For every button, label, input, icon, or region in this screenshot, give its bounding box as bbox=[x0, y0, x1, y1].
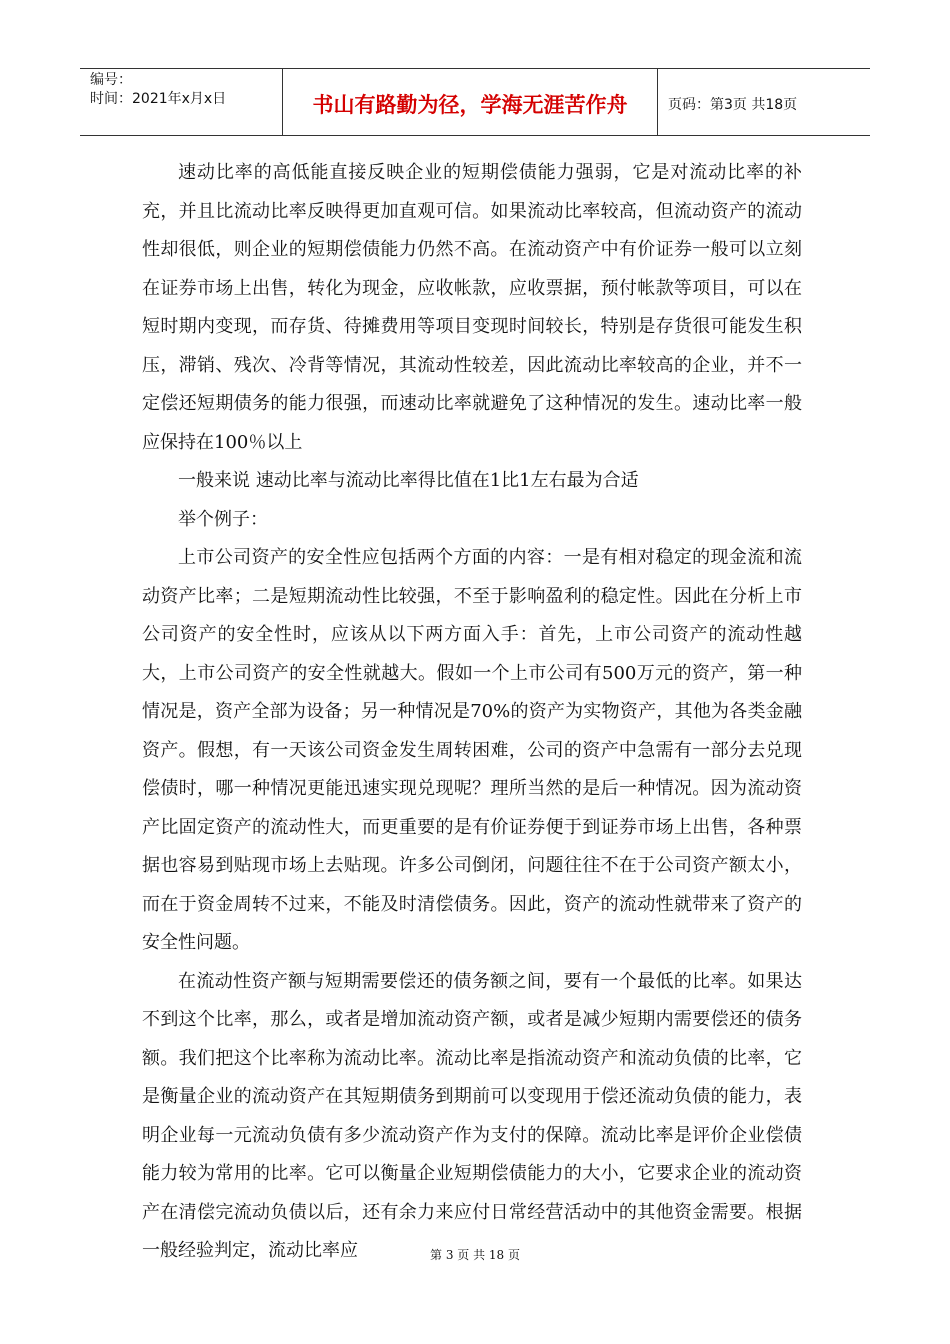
paragraph: 举个例子： bbox=[178, 508, 268, 530]
paragraph: 上市公司资产的安全性应包括两个方面的内容：一是有相对稳定的现金流和流动资产比率；二是短期流动性比较强，不至于影响盈利的稳定性。因此在分析上市公司资产的安全性时，应该从以下两方面入手：首先，上市公司资产的流动性越大，上市公司资产的安全性就越大。假如一个上市公司有500万元的资产，第一种情况是，资产全部为设备；另一种情况是70%的资产为实物资产，其他为各类金融资产。假想，有一天该公司资金发生周转困难，公司的资产中急需有一部分去兑现偿债时，哪一种情况更能迅速实现兑现呢？理所当然的是后一种情况。因为流动资产比固定资产的流动性大，而更重要的是有价证券便于到证券市场上出售，各种票据也容易到贴现市场上去贴现。许多公司倒闭，问题往往不在于公司资产额太小，而在于资金周转不过来，不能及时清偿债务。因此，资产的流动性就带来了资产的安全性问题。 bbox=[142, 547, 802, 953]
document-body bbox=[142, 154, 802, 1271]
time-label: 时间：2021年x月x日 bbox=[90, 91, 227, 107]
header-meta bbox=[80, 69, 283, 135]
page-footer: 第 3 页 共 18 页 bbox=[430, 1248, 520, 1262]
page-header bbox=[80, 68, 870, 136]
paragraph: 一般来说 速动比率与流动比率得比值在1比1左右最为合适 bbox=[178, 470, 639, 491]
header-motto: 书山有路勤为径，学海无涯苦作舟 bbox=[283, 69, 658, 135]
paragraph: 在流动性资产额与短期需要偿还的债务额之间，要有一个最低的比率。如果达不到这个比率，那么，或者是增加流动资产额，或者是减少短期内需要偿还的债务额。我们把这个比率称为流动比率。流动比率是指流动资产和流动负债的比率，它是衡量企业的流动资产在其短期债务到期前可以变现用于偿还流动负债的能力，表明企业每一元流动负债有多少流动资产作为支付的保障。流动比率是评价企业偿债能力较为常用的比率。它可以衡量企业短期偿债能力的大小，它要求企业的流动资产在清偿完流动负债以后，还有余力来应付日常经营活动中的其他资金需要。根据一般经验判定，流动比率应 bbox=[142, 970, 802, 1261]
paragraph: 速动比率的高低能直接反映企业的短期偿债能力强弱，它是对流动比率的补充，并且比流动比率反映得更加直观可信。如果流动比率较高，但流动资产的流动性却很低，则企业的短期偿债能力仍然不高。在流动资产中有价证券一般可以立刻在证券市场上出售，转化为现金，应收帐款，应收票据，预付帐款等项目，可以在短时期内变现，而存货、待摊费用等项目变现时间较长，特别是存货很可能发生积压，滞销、残次、冷背等情况，其流动性较差，因此流动比率较高的企业，并不一定偿还短期债务的能力很强，而速动比率就避免了这种情况的发生。速动比率一般应保持在100％以上 bbox=[142, 162, 802, 453]
header-page-info: 页码：第3页 共18页 bbox=[668, 96, 798, 113]
number-label: 编号： bbox=[90, 72, 132, 88]
